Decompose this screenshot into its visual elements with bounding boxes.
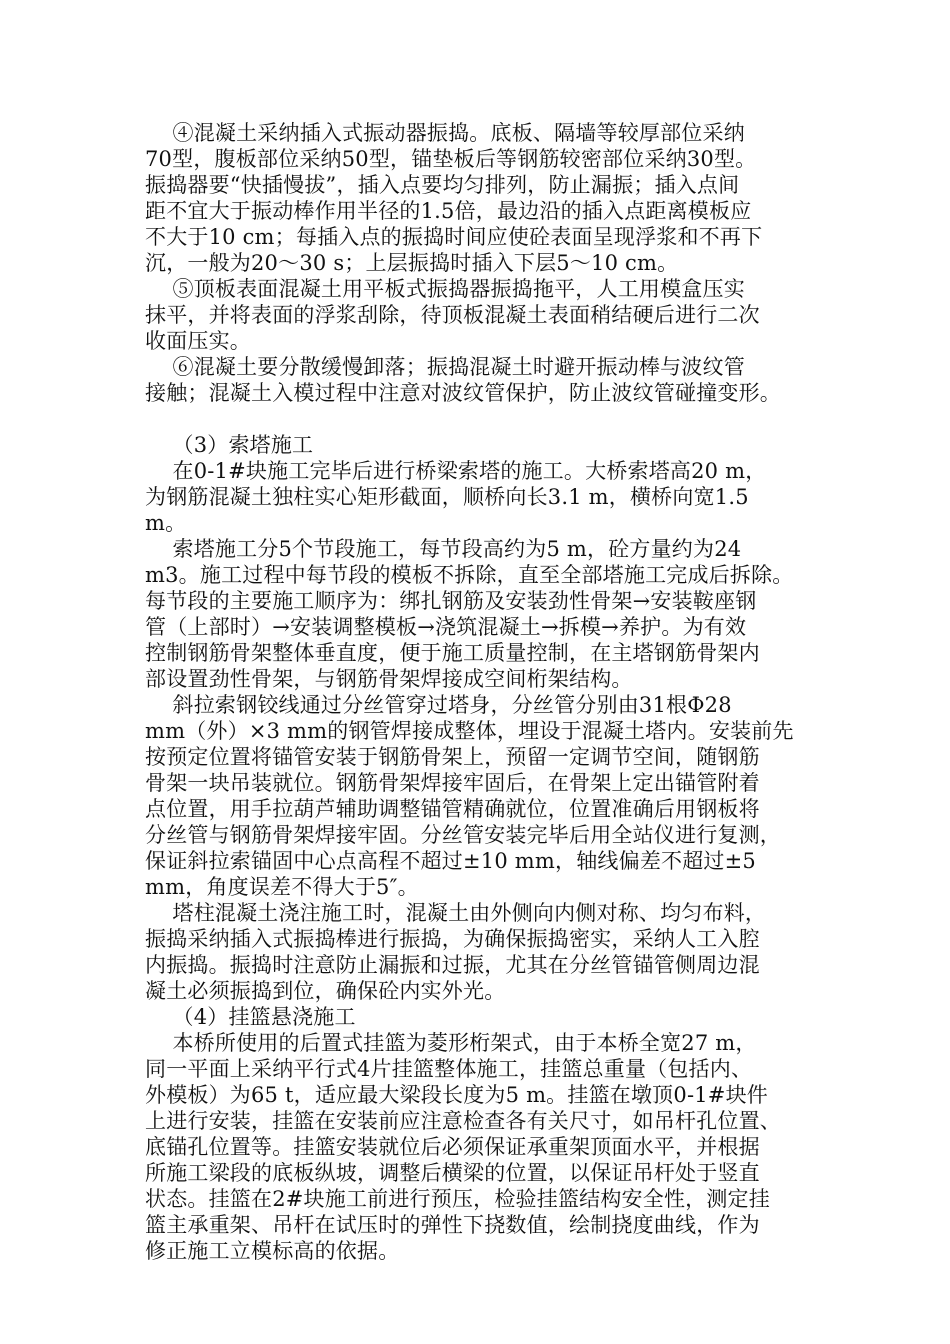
text-line: 同一平面上采纳平行式4片挂篮整体施工，挂篮总重量（包括内、 (145, 1057, 753, 1081)
text-line: 按预定位置将锚管安装于钢筋骨架上，预留一定调节空间，随钢筋 (145, 745, 760, 769)
text-line: ④混凝土采纳插入式振动器振捣。底板、隔墙等较厚部位采纳 (145, 121, 745, 145)
text-line: 索塔施工分5个节段施工，每节段高约为5 m，砼方量约为24 (145, 537, 742, 561)
text-line: mm（外）×3 mm的钢管焊接成整体，埋设于混凝土塔内。安装前先 (145, 719, 794, 743)
text-line: 管（上部时）→安装调整模板→浇筑混凝土→拆模→养护。为有效 (145, 615, 747, 639)
text-line: 修正施工立模标高的依据。 (145, 1239, 400, 1263)
text-line: 振捣器要“快插慢拔”，插入点要均匀排列，防止漏振；插入点间 (145, 173, 740, 197)
text-line: 状态。挂篮在2#块施工前进行预压，检验挂篮结构安全性，测定挂 (145, 1187, 770, 1211)
text-line: 每节段的主要施工顺序为：绑扎钢筋及安装劲性骨架→安装鞍座钢 (145, 589, 757, 613)
text-line: 距不宜大于振动棒作用半径的1.5倍，最边沿的插入点距离模板应 (145, 199, 752, 223)
text-line: 篮主承重架、吊杆在试压时的弹性下挠数值，绘制挠度曲线，作为 (145, 1213, 760, 1237)
text-line: 塔柱混凝土浇注施工时，混凝土由外侧向内侧对称、均匀布料， (145, 901, 767, 925)
text-line: 抹平，并将表面的浮浆刮除，待顶板混凝土表面稍结硬后进行二次 (145, 303, 760, 327)
text-line: 控制钢筋骨架整体垂直度，便于施工质量控制，在主塔钢筋骨架内 (145, 641, 760, 665)
section-heading: （3）索塔施工 (145, 433, 314, 457)
text-line: 分丝管与钢筋骨架焊接牢固。分丝管安装完毕后用全站仪进行复测， (145, 823, 781, 847)
text-line: 所施工梁段的底板纵坡，调整后横梁的位置，以保证吊杆处于竖直 (145, 1161, 760, 1185)
section-heading: （4）挂篮悬浇施工 (145, 1005, 356, 1029)
text-line: 点位置，用手拉葫芦辅助调整锚管精确就位，位置准确后用钢板将 (145, 797, 760, 821)
text-line: 本桥所使用的后置式挂篮为菱形桁架式，由于本桥全宽27 m， (145, 1031, 757, 1055)
text-line: 70型，腹板部位采纳50型，锚垫板后等钢筋较密部位采纳30型。 (145, 147, 757, 171)
text-line: 斜拉索钢铰线通过分丝管穿过塔身，分丝管分别由31根Φ28 (145, 693, 732, 717)
text-line: 部设置劲性骨架，与钢筋骨架焊接成空间桁架结构。 (145, 667, 633, 691)
text-line: m3。施工过程中每节段的模板不拆除，直至全部塔施工完成后拆除。 (145, 563, 794, 587)
text-line: 不大于10 cm；每插入点的振捣时间应使砼表面呈现浮浆和不再下 (145, 225, 763, 249)
text-line: 收面压实。 (145, 329, 251, 353)
text-line: 为钢筋混凝土独柱实心矩形截面，顺桥向长3.1 m，横桥向宽1.5 (145, 485, 749, 509)
text-line: ⑥混凝土要分散缓慢卸落；振捣混凝土时避开振动棒与波纹管 (145, 355, 745, 379)
text-line: 凝土必须振捣到位，确保砼内实外光。 (145, 979, 506, 1003)
text-line: 外模板）为65 t，适应最大梁段长度为5 m。挂篮在墩顶0-1#块件 (145, 1083, 768, 1107)
text-line: 骨架一块吊装就位。钢筋骨架焊接牢固后，在骨架上定出锚管附着 (145, 771, 760, 795)
text-line: 上进行安装，挂篮在安装前应注意检查各有关尺寸，如吊杆孔位置、 (145, 1109, 781, 1133)
text-line: 沉，一般为20～30 s；上层振捣时插入下层5～10 cm。 (145, 251, 679, 275)
text-line: 内振捣。振捣时注意防止漏振和过振，尤其在分丝管锚管侧周边混 (145, 953, 760, 977)
text-line: 保证斜拉索锚固中心点高程不超过±10 mm，轴线偏差不超过±5 (145, 849, 756, 873)
text-line: 在0-1#块施工完毕后进行桥梁索塔的施工。大桥索塔高20 m， (145, 459, 767, 483)
text-line: 底锚孔位置等。挂篮安装就位后必须保证承重架顶面水平，并根据 (145, 1135, 760, 1159)
text-line: 接触；混凝土入模过程中注意对波纹管保护，防止波纹管碰撞变形。 (145, 381, 781, 405)
text-line: mm，角度误差不得大于5″。 (145, 875, 419, 899)
text-line: m。 (145, 511, 187, 535)
text-line: 振捣采纳插入式振捣棒进行振捣，为确保振捣密实，采纳人工入腔 (145, 927, 760, 951)
text-line: ⑤顶板表面混凝土用平板式振捣器振捣拖平，人工用模盒压实 (145, 277, 745, 301)
